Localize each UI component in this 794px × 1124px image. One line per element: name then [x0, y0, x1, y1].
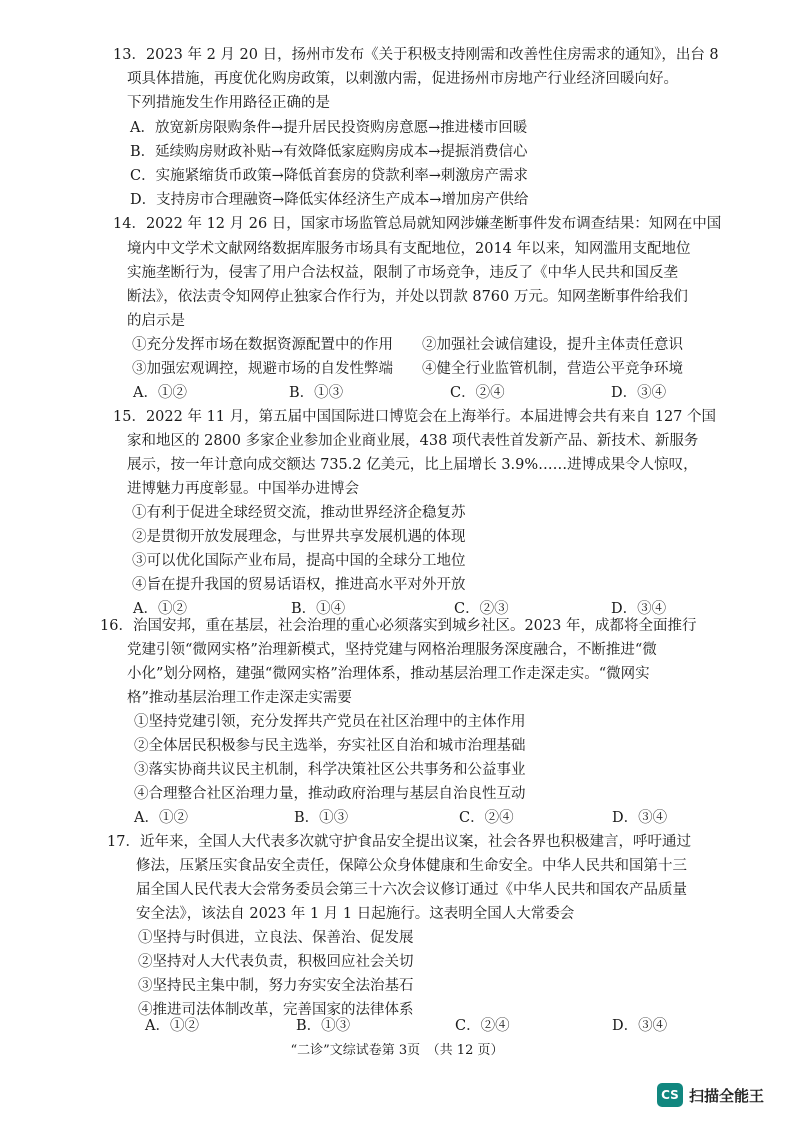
question-text-line: 格”推动基层治理工作走深走实需要 — [127, 690, 352, 706]
question-text-line: 项具体措施，再度优化购房政策，以刺激内需，促进扬州市房地产行业经济回暖向好。 — [127, 71, 678, 87]
answer-option: A．①② — [133, 385, 187, 401]
question-text-line: 14．2022 年 12 月 26 日，国家市场监管总局就知网涉嫌垄断事件发布调查结果：知网在中国 — [113, 216, 722, 232]
question-text-line: 断法》，依法责令知网停止独家合作行为，并处以罚款 8760 万元。知网垄断事件给我们 — [127, 289, 688, 305]
question-text-line: 家和地区的 2800 多家企业参加企业商业展，438 项代表性首发新产品、新技术、新服务 — [127, 433, 699, 449]
statement-line: ④旨在提升我国的贸易话语权，推进高水平对外开放 — [132, 577, 466, 593]
answer-option: B．①④ — [291, 601, 346, 617]
option-a: A．放宽新房限购条件→提升居民投资购房意愿→推进楼市回暖 — [130, 120, 528, 136]
statement-line: ②全体居民积极参与民主选举，夯实社区自治和城市治理基础 — [134, 738, 526, 754]
statement-line: ①坚持与时俱进，立良法、保善治、促发展 — [138, 930, 414, 946]
question-text-line: 13．2023 年 2 月 20 日，扬州市发布《关于积极支持刚需和改善性住房需求的通知》，出台 8 — [113, 47, 719, 63]
answer-option: B．①③ — [289, 385, 344, 401]
question-text-line: 安全法》，该法自 2023 年 1 月 1 日起施行。这表明全国人大常委会 — [136, 906, 575, 922]
question-text-line: 的启示是 — [127, 313, 185, 329]
answer-option: C．②④ — [450, 385, 505, 401]
scanner-watermark — [657, 1082, 764, 1108]
page-footer: “二诊”文综试卷第 3页 （共 12 页） — [290, 1043, 504, 1058]
question-text-line: 展示，按一年计意向成交额达 735.2 亿美元，比上届增长 3.9%……进博成果令人惊叹， — [127, 457, 698, 473]
answer-option: C．②③ — [454, 601, 509, 617]
scanner-app-name: 扫描全能王 — [689, 1086, 765, 1105]
statement-line: ④合理整合社区治理力量，推动政府治理与基层自治良性互动 — [134, 786, 526, 802]
question-text-line: 16．治国安邦，重在基层，社会治理的重心必须落实到城乡社区。2023 年，成都将全面推行 — [100, 618, 697, 634]
answer-option: A．①② — [145, 1018, 199, 1034]
answer-option: A．①② — [133, 601, 187, 617]
answer-option: D．③④ — [612, 1018, 668, 1034]
question-text-line: 实施垄断行为，侵害了用户合法权益，限制了市场竞争，违反了《中华人民共和国反垄 — [127, 265, 678, 281]
question-text-line: 境内中文学术文献网络数据库服务市场具有支配地位，2014 年以来，知网滥用支配地位 — [127, 241, 691, 257]
option-d: D．支持房市合理融资→降低实体经济生产成本→增加房产供给 — [130, 192, 529, 208]
question-text-line: 届全国人民代表大会常务委员会第三十六次会议修订通过《中华人民共和国农产品质量 — [136, 882, 687, 898]
question-text-line: 下列措施发生作用路径正确的是 — [127, 95, 330, 111]
answer-option: C．②④ — [459, 810, 514, 826]
answer-option: D．③④ — [611, 385, 667, 401]
statement-line: ④推进司法体制改革，完善国家的法律体系 — [138, 1002, 414, 1018]
answer-option: B．①③ — [296, 1018, 351, 1034]
statement-line: ①坚持党建引领，充分发挥共产党员在社区治理中的主体作用 — [134, 714, 526, 730]
statement-line: ②坚持对人大代表负责，积极回应社会关切 — [138, 954, 414, 970]
question-text-line: 党建引领“微网实格”治理新模式，坚持党建与网格治理服务深度融合，不断推进“微 — [127, 642, 657, 658]
statement-line: ①有利于促进全球经贸交流，推动世界经济企稳复苏 — [132, 505, 466, 521]
statement-line: ③可以优化国际产业布局，提高中国的全球分工地位 — [132, 553, 466, 569]
answer-option: C．②④ — [455, 1018, 510, 1034]
answer-option: D．③④ — [611, 601, 667, 617]
question-text-line: 小化”划分网格，建强“微网实格”治理体系，推动基层治理工作走深走实。“微网实 — [127, 666, 650, 682]
statement-line: ③加强宏观调控，规避市场的自发性弊端 ④健全行业监管机制，营造公平竞争环境 — [132, 361, 683, 377]
question-text-line: 进博魅力再度彰显。中国举办进博会 — [127, 481, 359, 497]
statement-line: ③坚持民主集中制，努力夯实安全法治基石 — [138, 978, 414, 994]
question-text-line: 17．近年来，全国人大代表多次就守护食品安全提出议案，社会各界也积极建言，呼吁通过 — [107, 834, 691, 850]
option-c: C．实施紧缩货币政策→降低首套房的贷款利率→刺激房产需求 — [130, 168, 528, 184]
question-text-line: 修法，压紧压实食品安全责任，保障公众身体健康和生命安全。中华人民共和国第十三 — [136, 858, 687, 874]
answer-option: A．①② — [134, 810, 188, 826]
statement-line: ①充分发挥市场在数据资源配置中的作用 ②加强社会诚信建设，提升主体责任意识 — [132, 337, 683, 353]
statement-line: ②是贯彻开放发展理念，与世界共享发展机遇的体现 — [132, 529, 466, 545]
camscanner-logo-icon: CS — [657, 1083, 683, 1107]
question-text-line: 15．2022 年 11 月，第五届中国国际进口博览会在上海举行。本届进博会共有来自 127 个国 — [113, 409, 717, 425]
answer-option: D．③④ — [612, 810, 668, 826]
answer-option: B．①③ — [294, 810, 349, 826]
statement-line: ③落实协商共议民主机制，科学决策社区公共事务和公益事业 — [134, 762, 526, 778]
option-b: B．延续购房财政补贴→有效降低家庭购房成本→提振消费信心 — [130, 144, 528, 160]
